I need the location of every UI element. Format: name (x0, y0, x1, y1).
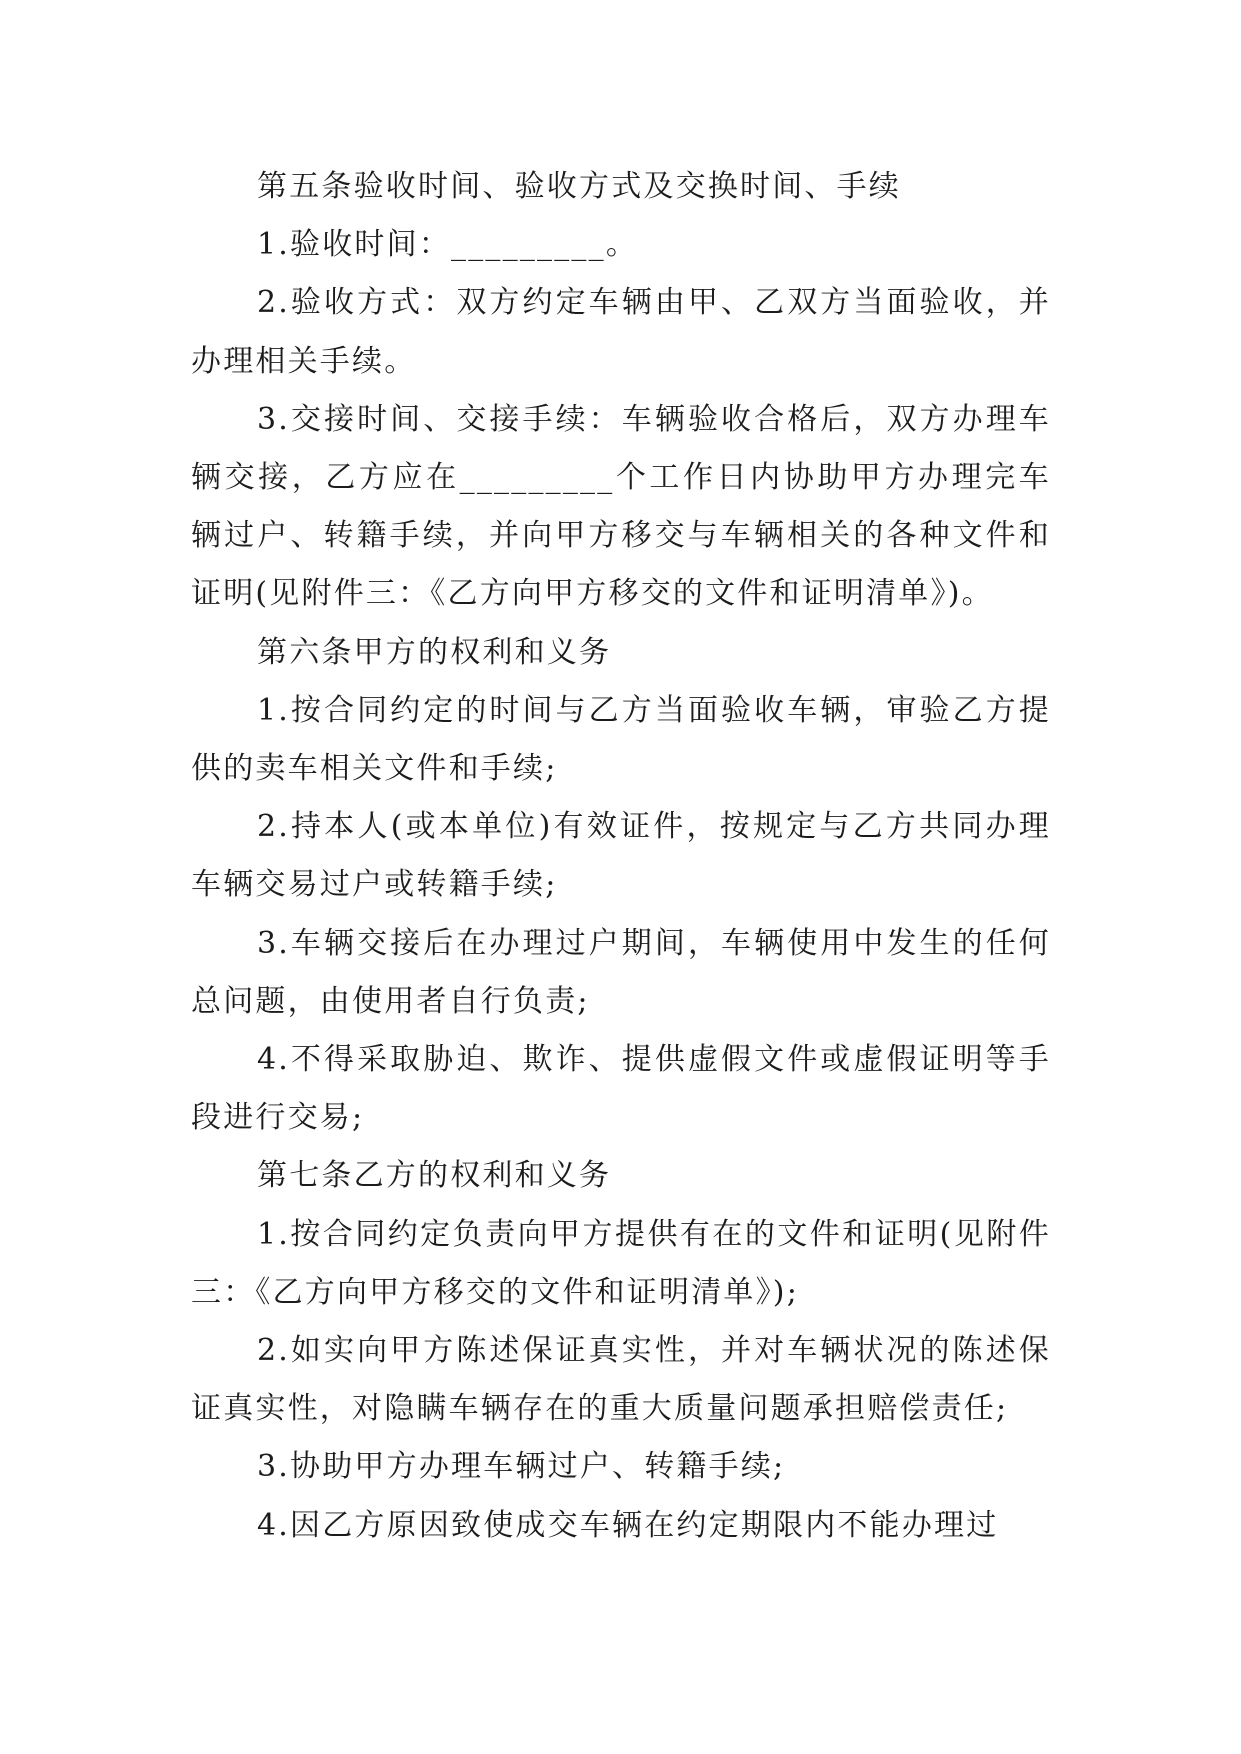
document-body (191, 158, 1051, 1555)
article-5-item-1: 1.验收时间：_________。 (257, 227, 639, 263)
article-7-item-4: 4.因乙方原因致使成交车辆在约定期限内不能办理过 (257, 1507, 999, 1543)
article-6-item-4: 4.不得采取胁迫、欺诈、提供虚假文件或虚假证明等手段进行交易; (191, 1042, 1051, 1136)
article-7-item-1: 1.按合同约定负责向甲方提供有在的文件和证明(见附件三：《乙方向甲方移交的文件和证明清单》); (191, 1216, 1051, 1310)
article-5-heading: 第五条验收时间、验收方式及交换时间、手续 (257, 169, 901, 204)
article-6-item-2: 2.持本人(或本单位)有效证件，按规定与乙方共同办理车辆交易过户或转籍手续; (191, 809, 1051, 903)
article-6-heading: 第六条甲方的权利和义务 (257, 634, 612, 670)
article-6-item-3: 3.车辆交接后在办理过户期间，车辆使用中发生的任何总问题，由使用者自行负责; (191, 925, 1051, 1019)
article-6-item-1: 1.按合同约定的时间与乙方当面验收车辆，审验乙方提供的卖车相关文件和手续; (191, 692, 1051, 787)
article-7-heading: 第七条乙方的权利和义务 (257, 1158, 612, 1194)
article-5-item-2: 2.验收方式：双方约定车辆由甲、乙双方当面验收，并办理相关手续。 (191, 285, 1051, 379)
article-5-item-3: 3.交接时间、交接手续：车辆验收合格后，双方办理车辆交接，乙方应在_________个工作日内协助甲方办理完车辆过户、转籍手续，并向甲方移交与车辆相关的各种文件和证明(见附件三：《乙方向甲方移交的文件和证明清单》)。 (191, 401, 1051, 612)
article-7-item-3: 3.协助甲方办理车辆过户、转籍手续; (257, 1449, 786, 1485)
article-7-item-2: 2.如实向甲方陈述保证真实性，并对车辆状况的陈述保证真实性，对隐瞒车辆存在的重大质量问题承担赔偿责任; (191, 1333, 1051, 1427)
